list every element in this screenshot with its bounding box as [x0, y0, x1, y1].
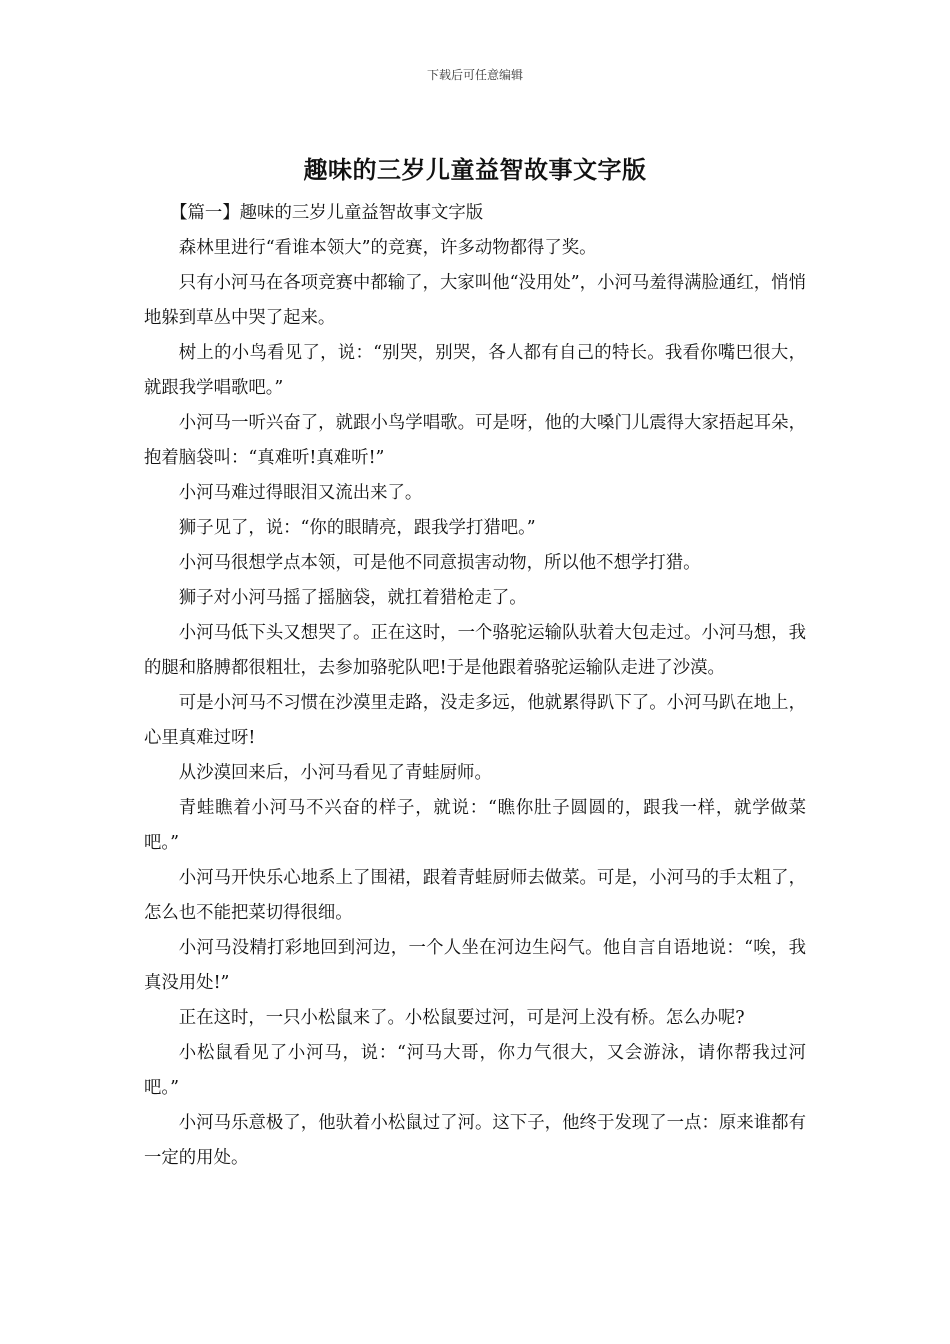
- paragraph: 小河马难过得眼泪又流出来了。: [178, 483, 423, 503]
- section-label: 【篇一】趣味的三岁儿童益智故事文字版: [170, 203, 484, 223]
- paragraph: 小河马一听兴奋了，就跟小鸟学唱歌。可是呀，他的大嗓门儿震得大家捂起耳朵，抱着脑袋叫：“真难听!真难听!”: [144, 413, 806, 468]
- document-body: [144, 196, 806, 1176]
- paragraph: 树上的小鸟看见了，说：“别哭，别哭，各人都有自己的特长。我看你嘴巴很大，就跟我学唱歌吧。”: [144, 343, 806, 398]
- paragraph: 狮子对小河马摇了摇脑袋，就扛着猎枪走了。: [178, 588, 527, 608]
- paragraph: 小河马没精打彩地回到河边，一个人坐在河边生闷气。他自言自语地说：“唉，我真没用处!”: [144, 938, 806, 993]
- paragraph: 小河马很想学点本领，可是他不同意损害动物，所以他不想学打猎。: [178, 553, 701, 573]
- paragraph: 小河马开快乐心地系上了围裙，跟着青蛙厨师去做菜。可是，小河马的手太粗了，怎么也不能把菜切得很细。: [144, 868, 806, 923]
- paragraph: 只有小河马在各项竞赛中都输了，大家叫他“没用处”，小河马羞得满脸通红，悄悄地躲到草丛中哭了起来。: [144, 273, 806, 328]
- paragraph: 正在这时，一只小松鼠来了。小松鼠要过河，可是河上没有桥。怎么办呢?: [178, 1008, 745, 1028]
- paragraph: 可是小河马不习惯在沙漠里走路，没走多远，他就累得趴下了。小河马趴在地上，心里真难过呀!: [144, 693, 806, 748]
- paragraph: 狮子见了，说：“你的眼睛亮，跟我学打猎吧。”: [178, 518, 536, 538]
- document-title: 趣味的三岁儿童益智故事文字版: [303, 156, 647, 184]
- paragraph: 小河马乐意极了，他驮着小松鼠过了河。这下子，他终于发现了一点：原来谁都有一定的用处。: [144, 1113, 806, 1168]
- paragraph: 从沙漠回来后，小河马看见了青蛙厨师。: [178, 763, 492, 783]
- paragraph: 小河马低下头又想哭了。正在这时，一个骆驼运输队驮着大包走过。小河马想，我的腿和胳膊都很粗壮，去参加骆驼队吧!于是他跟着骆驼运输队走进了沙漠。: [144, 623, 806, 678]
- paragraph: 小松鼠看见了小河马，说：“河马大哥，你力气很大，又会游泳，请你帮我过河吧。”: [144, 1043, 806, 1098]
- header-note: 下载后可任意编辑: [426, 68, 523, 82]
- paragraph: 森林里进行“看谁本领大”的竞赛，许多动物都得了奖。: [178, 238, 597, 258]
- paragraph: 青蛙瞧着小河马不兴奋的样子，就说：“瞧你肚子圆圆的，跟我一样，就学做菜吧。”: [144, 798, 806, 853]
